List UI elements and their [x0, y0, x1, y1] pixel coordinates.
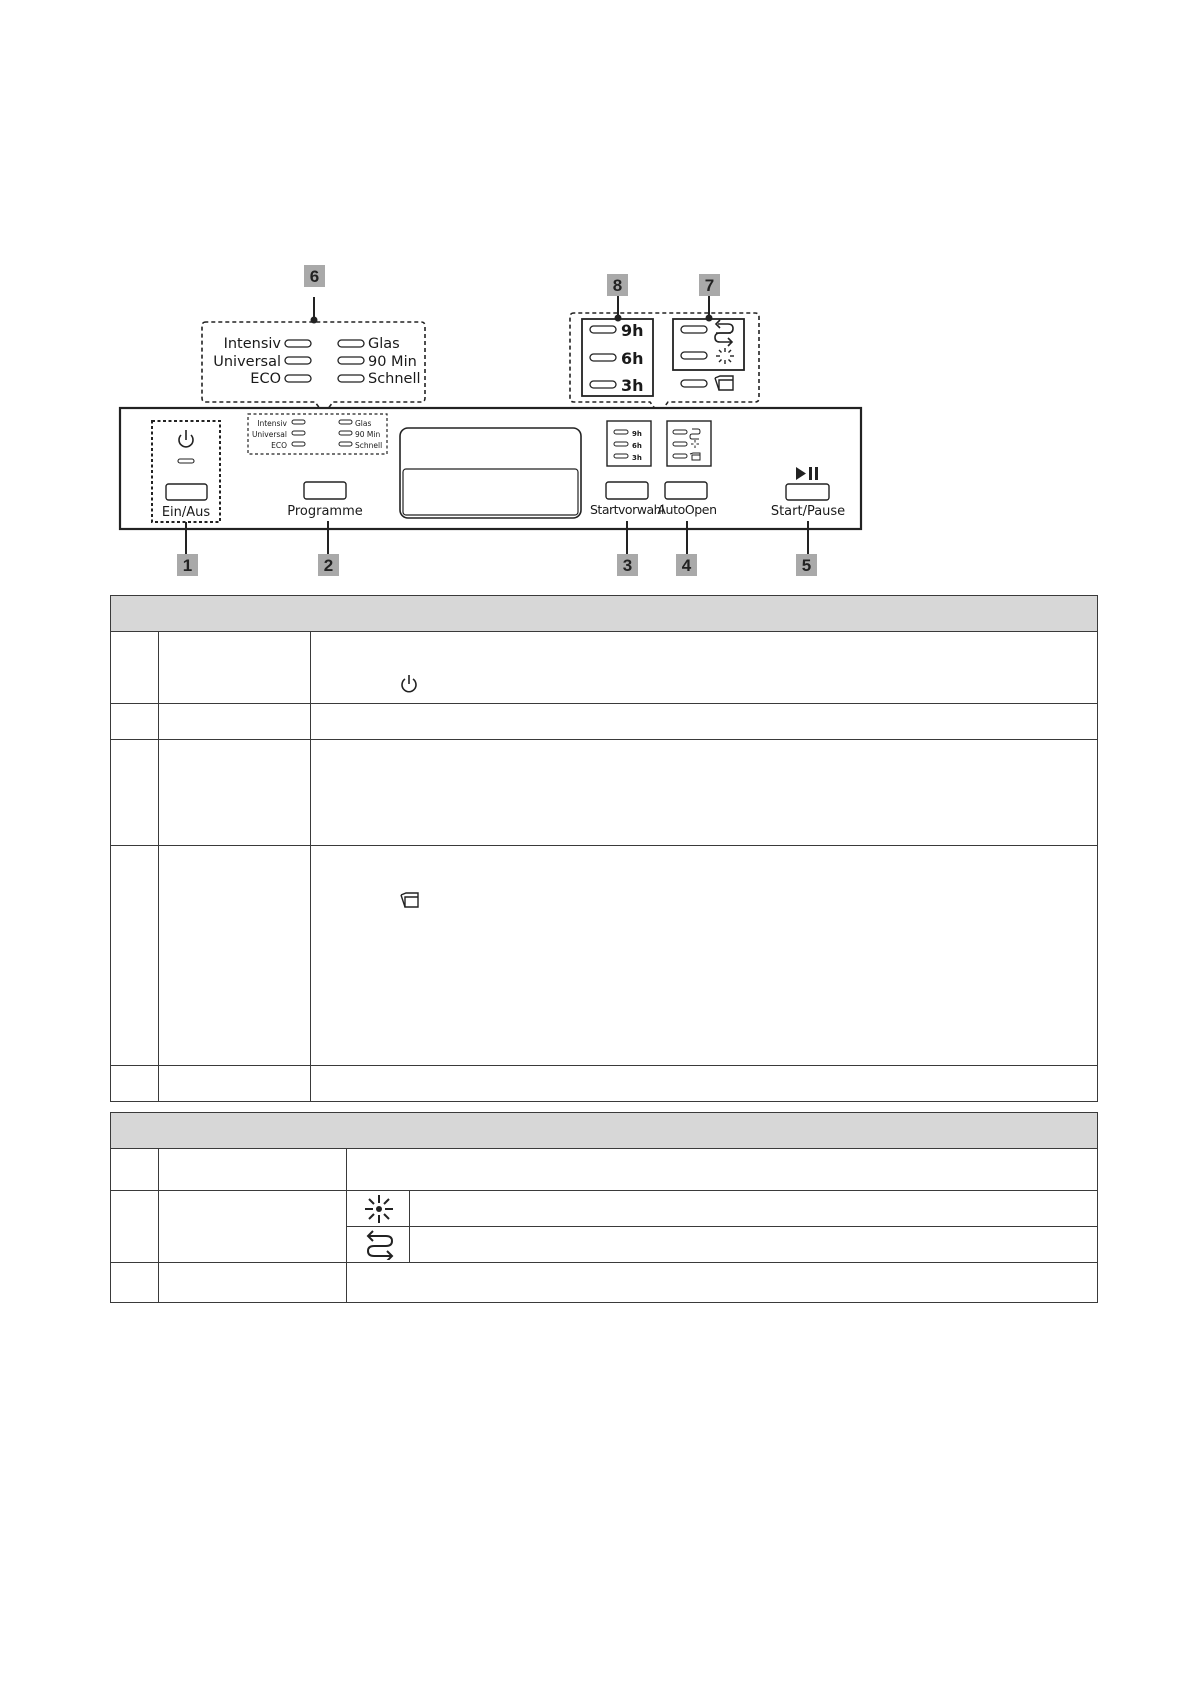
led-eco: [285, 375, 311, 382]
table-row: [111, 632, 1098, 704]
start-pause-button-label: Start/Pause: [770, 504, 846, 519]
mini-label-eco: ECO: [271, 441, 287, 450]
mini-label-glas: Glas: [355, 419, 372, 428]
programme-button[interactable]: [304, 482, 346, 499]
led-90min: [338, 357, 364, 364]
svg-text:2: 2: [323, 556, 334, 575]
led-6h: [590, 354, 616, 361]
table-header-row: [111, 1113, 1098, 1149]
delay-button-label: Startvorwahl: [590, 502, 664, 517]
salt-icon: [716, 348, 734, 364]
mini-delay-6h: 6h: [632, 442, 642, 450]
program-indicator-zoom: [202, 297, 425, 414]
callout-3: [617, 554, 638, 576]
delay-indicator-zoom: [570, 296, 759, 414]
table-header-row: [111, 596, 1098, 632]
svg-text:5: 5: [801, 556, 812, 575]
programme-button-label: Programme: [287, 504, 363, 519]
button-function-table: [110, 595, 1098, 1102]
svg-text:8: 8: [612, 276, 623, 295]
led-glas: [338, 340, 364, 347]
callout-7: [699, 274, 720, 296]
table-row: [111, 1263, 1098, 1303]
mini-delay-3h: 3h: [632, 454, 642, 462]
delay-label-9h: 9h: [621, 321, 644, 340]
led-intensiv: [285, 340, 311, 347]
delay-label-6h: 6h: [621, 349, 644, 368]
callout-5: [796, 554, 817, 576]
start-pause-button[interactable]: [786, 484, 829, 500]
rinse-aid-icon: [715, 320, 733, 346]
power-button-label: Ein/Aus: [161, 505, 211, 520]
salt-icon: [363, 1193, 395, 1225]
led-schnell: [338, 375, 364, 382]
svg-text:6: 6: [309, 267, 320, 286]
program-label-90min: 90 Min: [368, 354, 417, 370]
led-universal: [285, 357, 311, 364]
table-row: [111, 740, 1098, 846]
led-salt: [681, 352, 707, 359]
autoopen-button[interactable]: [665, 482, 707, 499]
rinse-aid-icon: [364, 1230, 396, 1260]
svg-text:3: 3: [622, 556, 633, 575]
led-rinse-aid: [681, 326, 707, 333]
program-label-intensiv: Intensiv: [223, 336, 281, 352]
callout-4: [676, 554, 697, 576]
table-row: [111, 704, 1098, 740]
callout-6: [304, 265, 325, 287]
power-icon: [400, 674, 418, 694]
led-9h: [590, 326, 616, 333]
program-label-glas: Glas: [368, 336, 400, 352]
svg-text:4: 4: [681, 556, 692, 575]
control-panel-diagram: [0, 0, 1191, 600]
table-row: [111, 846, 1098, 1066]
delay-button[interactable]: [606, 482, 648, 499]
mini-label-intensiv: Intensiv: [257, 419, 287, 428]
indicator-table: [110, 1112, 1098, 1303]
mini-label-schnell: Schnell: [355, 441, 383, 450]
table-row: [111, 1066, 1098, 1102]
program-label-universal: Universal: [213, 354, 281, 370]
program-label-eco: ECO: [250, 371, 281, 387]
mini-delay-9h: 9h: [632, 430, 642, 438]
control-panel: [120, 408, 861, 529]
table-row: [111, 1191, 1098, 1227]
mini-label-universal: Universal: [251, 430, 287, 439]
led-3h: [590, 381, 616, 388]
mini-label-90min: 90 Min: [355, 430, 381, 439]
callout-2: [318, 554, 339, 576]
callout-1: [177, 554, 198, 576]
autoopen-door-icon: [400, 891, 420, 909]
power-button[interactable]: [166, 484, 207, 500]
program-label-schnell: Schnell: [368, 371, 421, 387]
svg-text:7: 7: [704, 276, 715, 295]
svg-text:1: 1: [182, 556, 193, 575]
autoopen-door-icon: [715, 376, 733, 390]
delay-label-3h: 3h: [621, 376, 644, 395]
table-row: [111, 1149, 1098, 1191]
callout-8: [607, 274, 628, 296]
autoopen-button-label: AutoOpen: [657, 502, 717, 517]
led-autoopen: [681, 380, 707, 387]
